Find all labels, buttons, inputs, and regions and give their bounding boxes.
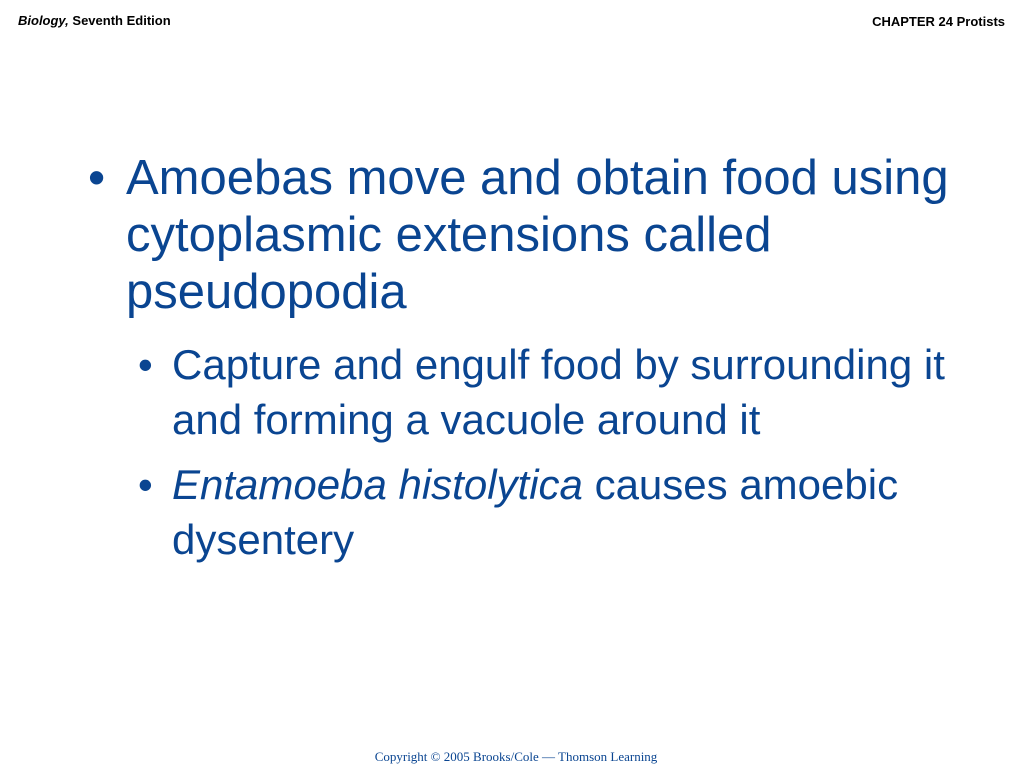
bullet-marker: • bbox=[88, 151, 106, 205]
book-title: Biology, bbox=[18, 13, 69, 28]
copyright-footer: Copyright © 2005 Brooks/Cole — Thomson Learning bbox=[374, 749, 658, 764]
sub-bullet-text: Capture and engulf food by surrounding it and forming a vacuole around it bbox=[172, 341, 945, 443]
edition-label: Seventh Edition bbox=[68, 13, 171, 28]
main-bullet-text: Amoebas move and obtain food using cytoplasmic extensions called pseudopodia bbox=[126, 151, 949, 319]
sub-bullet bbox=[138, 457, 968, 567]
sub-bullet-text: causes amoebic dysentery bbox=[172, 461, 899, 563]
bullet-marker: • bbox=[138, 461, 153, 508]
main-bullet bbox=[88, 150, 968, 321]
species-name: Entamoeba histolytica bbox=[172, 461, 583, 508]
sub-bullet-list bbox=[88, 337, 968, 567]
slide-content bbox=[88, 150, 968, 577]
sub-bullet bbox=[138, 337, 968, 447]
bullet-marker: • bbox=[138, 341, 153, 388]
book-title-header bbox=[18, 13, 171, 28]
chapter-header: CHAPTER 24 Protists bbox=[872, 14, 1005, 29]
